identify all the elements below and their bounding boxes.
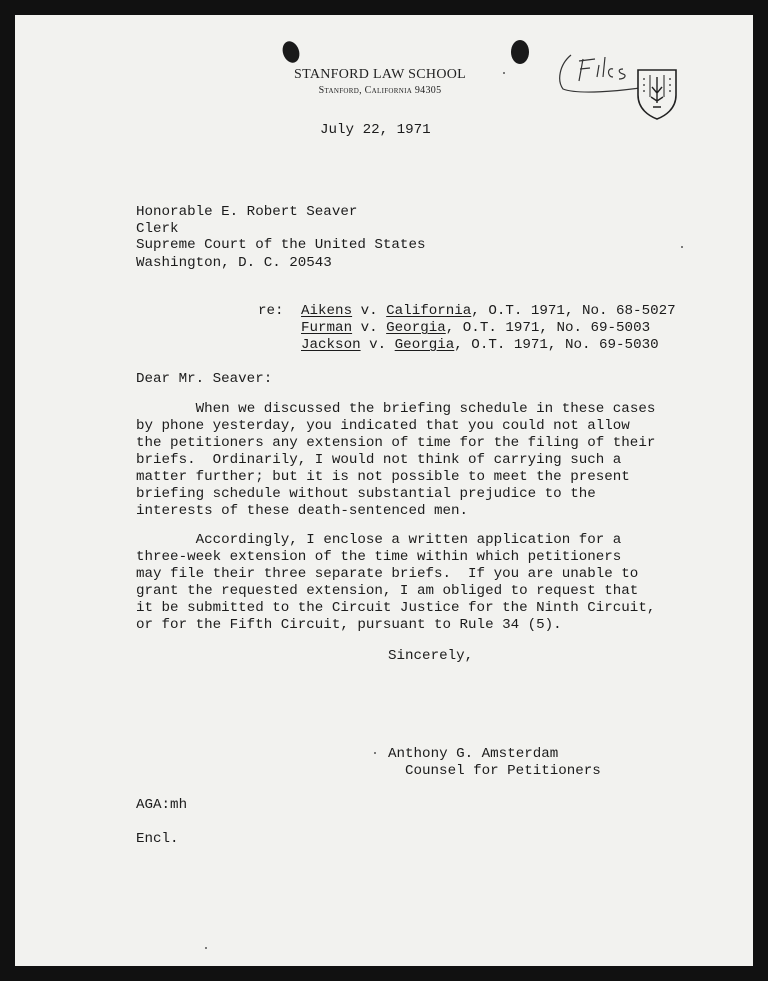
letterhead-title: STANFORD LAW SCHOOL xyxy=(294,67,466,82)
case-reference: Aikens v. California, O.T. 1971, No. 68-5027 xyxy=(301,303,676,319)
letter-date: July 22, 1971 xyxy=(320,122,431,138)
re-label: re: xyxy=(258,303,284,319)
letterhead-address: Stanford, California 94305 xyxy=(318,85,442,96)
paper-speck xyxy=(503,72,505,74)
signer-title: Counsel for Petitioners xyxy=(405,763,601,779)
case-reference: Jackson v. Georgia, O.T. 1971, No. 69-5030 xyxy=(301,337,659,353)
body-paragraph-2: Accordingly, I enclose a written application for a three-week extension of the time within which petitioners may file their three separate briefs. If you are unable to grant the requested extension, I am obliged to request that it be submitted to the Circuit Justice for the Ninth Circuit, or for the Fifth Circuit, pursuant to Rule 34 (5). xyxy=(136,532,656,633)
recipient-line: Supreme Court of the United States xyxy=(136,237,426,253)
handwritten-files-annotation xyxy=(549,47,649,95)
case-reference: Furman v. Georgia, O.T. 1971, No. 69-5003 xyxy=(301,320,651,336)
punch-hole xyxy=(280,39,303,65)
closing: Sincerely, xyxy=(388,648,474,664)
typist-initials: AGA:mh xyxy=(136,797,188,813)
paper-speck xyxy=(374,752,376,754)
salutation: Dear Mr. Seaver: xyxy=(136,371,273,387)
recipient-line: Clerk xyxy=(136,221,179,237)
recipient-line: Washington, D. C. 20543 xyxy=(136,255,332,271)
body-paragraph-1: When we discussed the briefing schedule in these cases by phone yesterday, you indicated that you could not allow the petitioners any extension of time for the filing of their briefs. Ordinarily, I would not think of carrying such a matter further; but it is not possible to meet the present briefing schedule without substantial prejudice to the interests of these death-sentenced men. xyxy=(136,401,656,519)
paper-speck xyxy=(681,246,683,248)
stanford-shield-icon xyxy=(635,67,679,121)
recipient-line: Honorable E. Robert Seaver xyxy=(136,204,358,220)
enclosure-note: Encl. xyxy=(136,831,179,847)
punch-hole xyxy=(511,40,529,64)
paper-speck xyxy=(205,947,207,949)
letter-page xyxy=(15,15,753,966)
signer-name: Anthony G. Amsterdam xyxy=(388,746,559,762)
